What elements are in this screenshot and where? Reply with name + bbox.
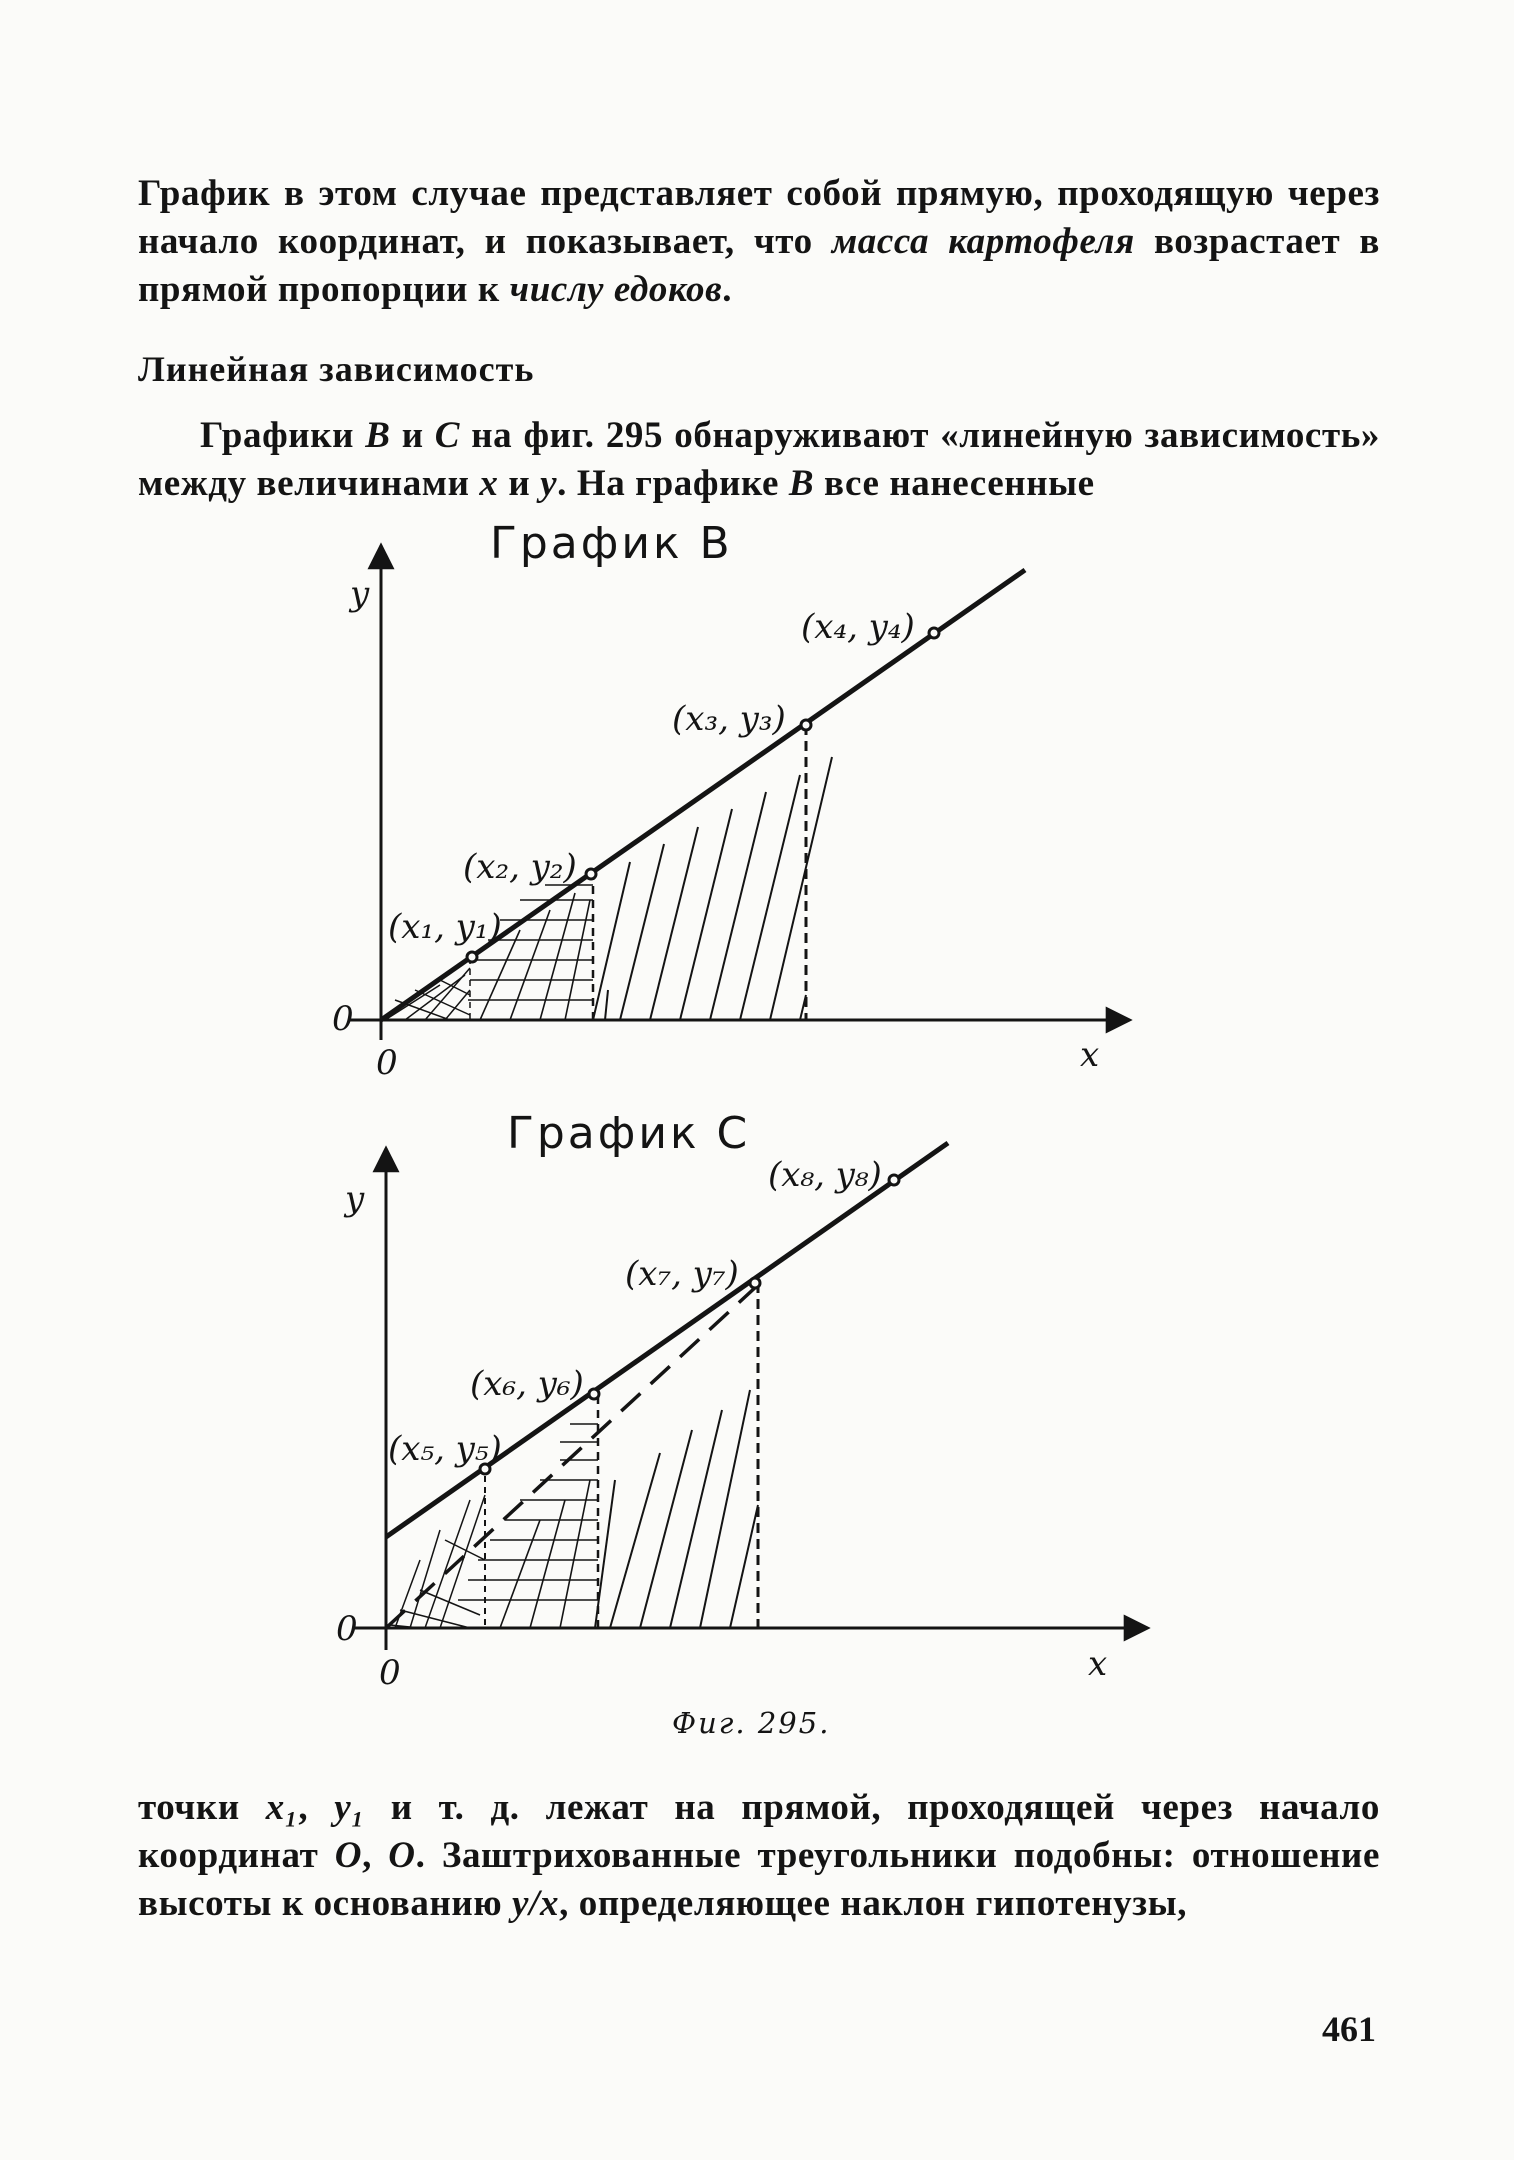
intro-emphasis-1: масса картофеля <box>831 221 1135 262</box>
after-ratio: y/x <box>512 1883 560 1924</box>
graph-b-hatch-medium <box>468 885 593 1020</box>
graph-c-point-label-5: (x₅, y₅) <box>388 1429 502 1469</box>
graph-c <box>336 1108 1148 1693</box>
after-text-5: . Заштрихованные треугольники подобны: отношение высоты к основанию <box>138 1835 1380 1924</box>
graph-c-line <box>386 1143 948 1537</box>
graph-c-point-label-8: (x₈, y₈) <box>768 1155 882 1195</box>
after-text-1: точки <box>138 1787 266 1828</box>
linear-text-3: на фиг. 295 обнаруживают «линейную зависимость» между величинами <box>138 415 1380 504</box>
intro-text-2: возрастает в прямой пропорции к <box>138 221 1380 310</box>
after-figure-paragraph <box>138 1784 1380 1928</box>
graph-b-x-label: x <box>1080 1035 1100 1075</box>
linear-text-4: и <box>498 463 541 504</box>
figure-caption: Фиг. 295. <box>672 1706 831 1740</box>
graph-c-ref: C <box>434 415 461 456</box>
graph-b-hatch-large <box>593 757 832 1020</box>
graph-b-title: График B <box>490 518 733 569</box>
graph-b-origin-y: 0 <box>332 999 354 1039</box>
graph-b-origin-x: 0 <box>376 1043 398 1083</box>
graph-b-point-label-4: (x₄, y₄) <box>801 607 915 647</box>
intro-text-3: . <box>722 269 733 310</box>
after-var-y1: y₁ <box>334 1787 365 1828</box>
graph-c-hatch-small <box>390 1495 485 1628</box>
graph-b <box>332 518 1130 1083</box>
graph-b-point-label-2: (x₂, y₂) <box>463 847 577 887</box>
section-heading: Линейная зависимость <box>138 349 535 389</box>
after-text-6: , определяющее наклон гипотенузы, <box>559 1883 1188 1924</box>
after-text-3: и т. д. лежат на прямой, проходящей через начало координат <box>138 1787 1380 1876</box>
after-text-4: , <box>362 1835 389 1876</box>
graph-b-ref: B <box>365 415 391 456</box>
graph-b-point-label-1: (x₁, y₁) <box>388 907 502 947</box>
graph-b-ref-2: B <box>788 463 815 504</box>
graph-b-y-label: y <box>350 574 370 614</box>
graph-c-origin-x: 0 <box>379 1653 401 1693</box>
var-y: y <box>540 463 558 504</box>
intro-emphasis-2: числу едоков <box>509 269 723 310</box>
graph-c-title: График C <box>507 1108 751 1159</box>
var-x: x <box>479 463 499 504</box>
after-origin-o1: O <box>334 1835 363 1876</box>
graph-c-x-label: x <box>1088 1644 1108 1684</box>
page-number: 461 <box>1322 2009 1376 2049</box>
graph-b-point-label-3: (x₃, y₃) <box>672 699 786 739</box>
after-var-x1: x₁ <box>265 1787 299 1828</box>
graph-c-point-label-7: (x₇, y₇) <box>625 1254 739 1294</box>
intro-text-1: График в этом случае представляет собой прямую, проходящую через начало координат, и показывает, что <box>138 173 1380 262</box>
after-text-2: , <box>298 1787 335 1828</box>
linear-text-5: . На графике <box>557 463 789 504</box>
linear-text-6: все нанесенные <box>814 463 1095 504</box>
graph-b-line <box>381 570 1025 1020</box>
graph-c-point-label-6: (x₆, y₆) <box>470 1364 584 1404</box>
after-origin-o2: O <box>388 1835 416 1876</box>
linear-text-2: и <box>390 415 435 456</box>
graph-c-y-label: y <box>345 1179 365 1219</box>
graph-c-origin-y: 0 <box>336 1609 358 1649</box>
graph-c-hatch-large <box>595 1390 758 1628</box>
linear-text-1: Графики <box>200 415 366 456</box>
